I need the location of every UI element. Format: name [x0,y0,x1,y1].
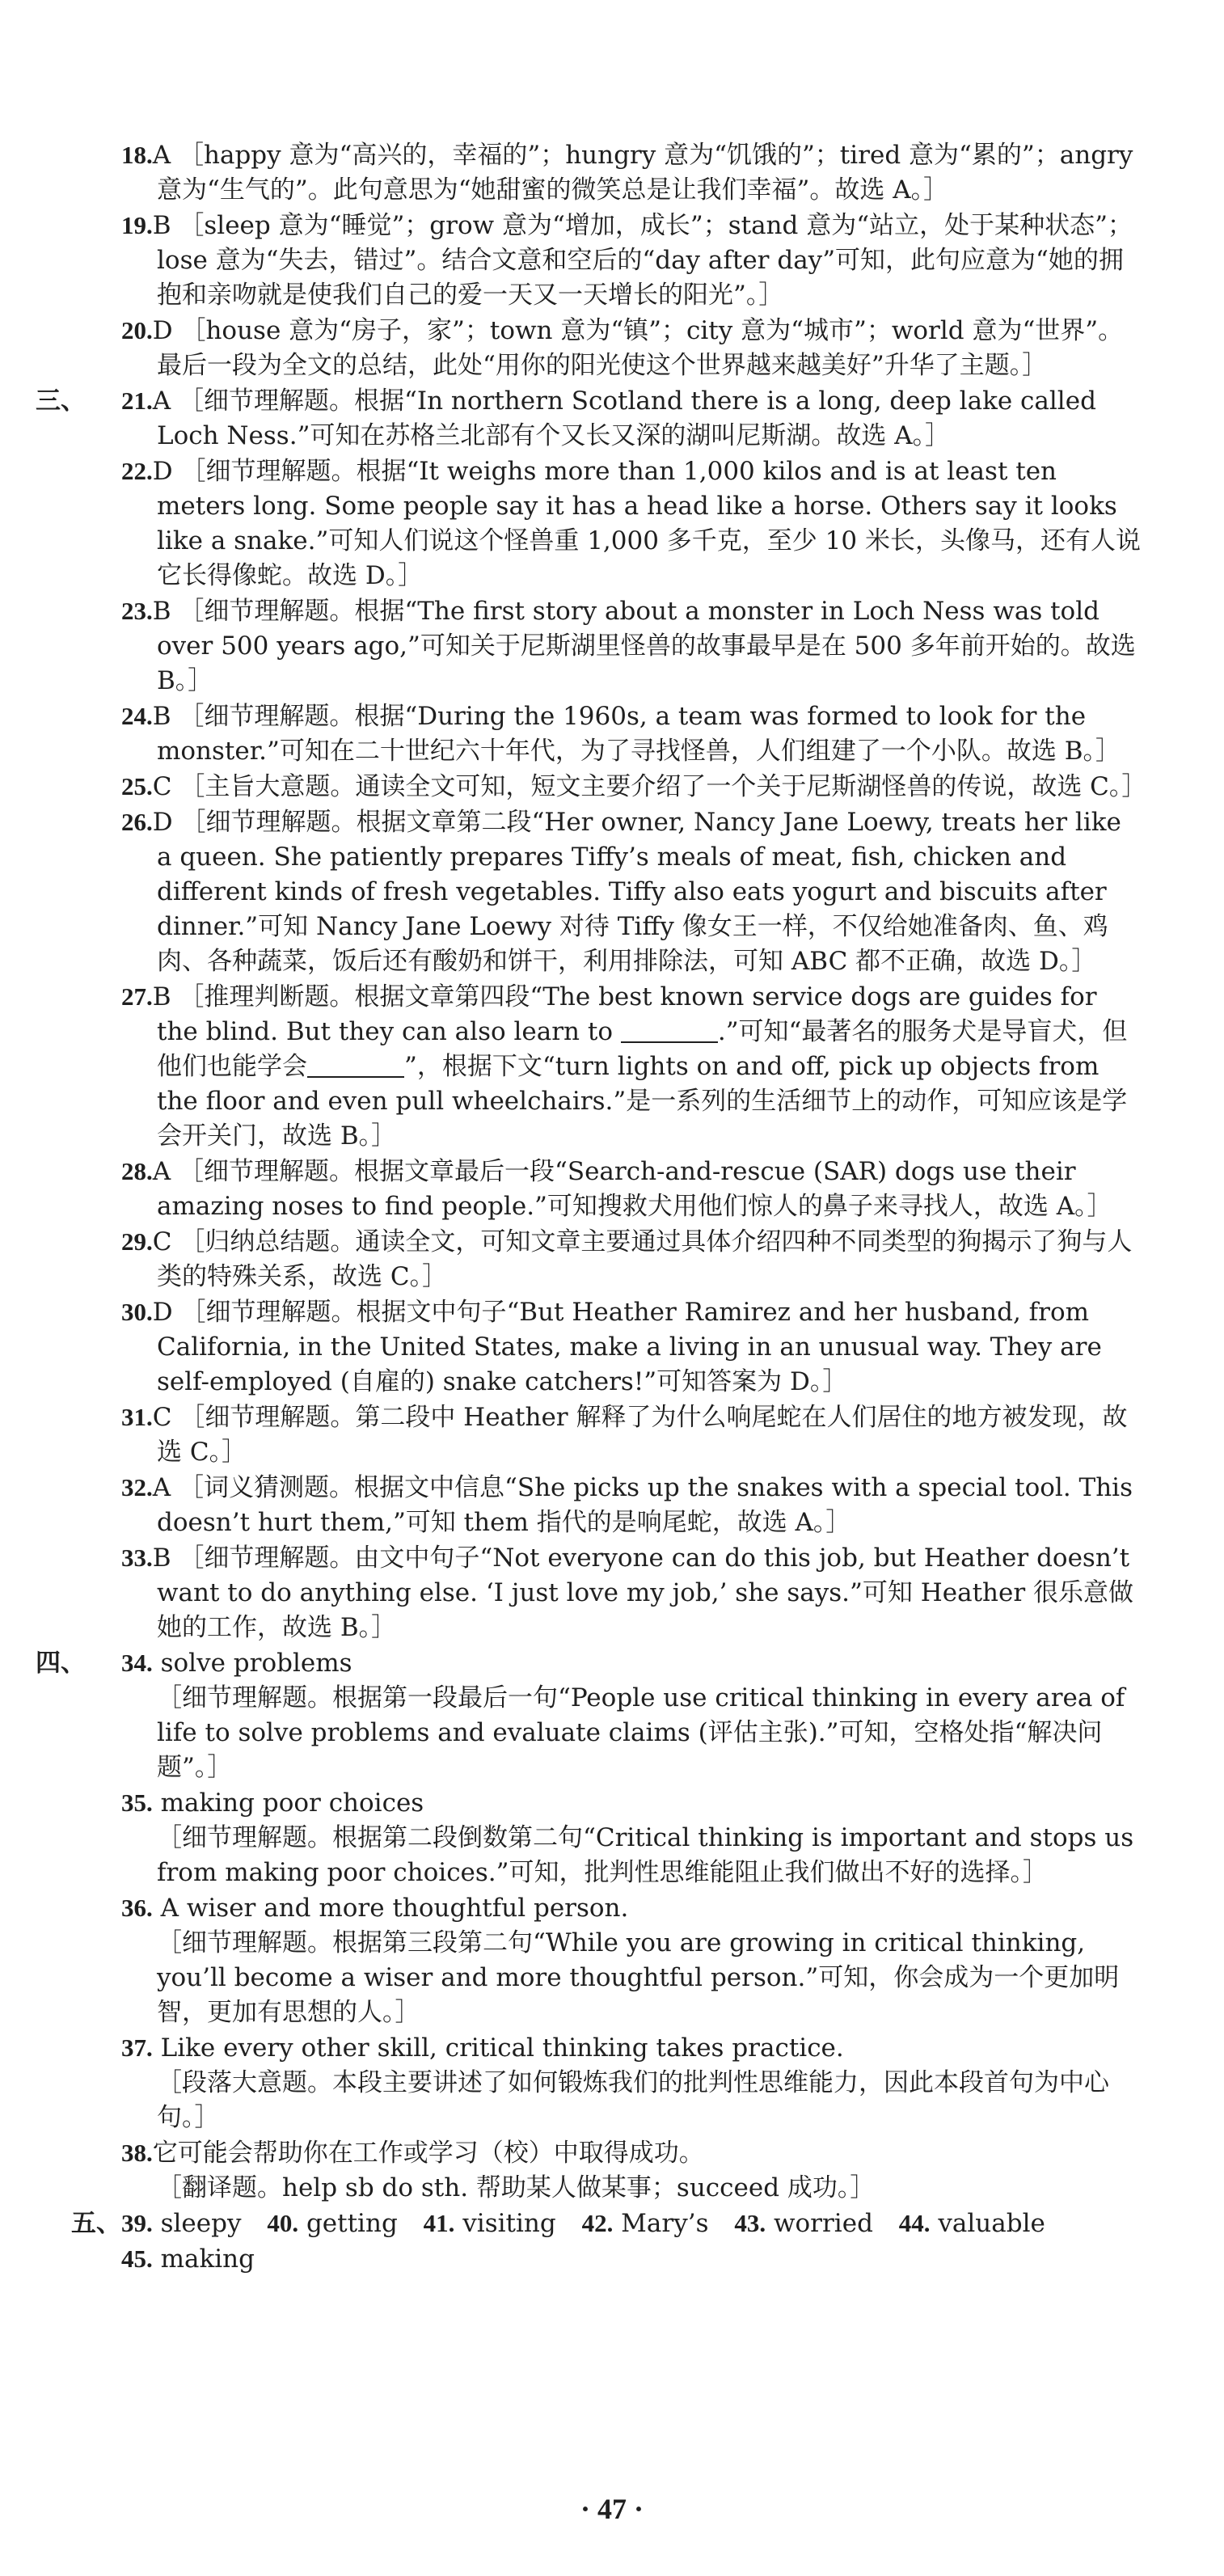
answer-34-note: ［细节理解题。根据第一段最后一句“People use critical thinking in every area of life to solve problems and evaluate claims (评估主张).”可知，空格处指“解决问题”。］ [157,1683,1125,1782]
answer-20: 20.D ［house 意为“房子，家”；town 意为“镇”；city 意为“城市”；world 意为“世界”。最后一段为全文的总结，此处“用你的阳光使这个世界越来越美好”升华了主题。］ [121,316,1124,380]
cloze-43: 43. worried [734,2209,873,2238]
answer-35: 35. making poor choices [121,1788,424,1818]
answer-28: 28.A ［细节理解题。根据文章最后一段“Search-and-rescue (SAR) dogs use their amazing noses to find people.”可知搜救犬用他们惊人的鼻子来寻找人，故选 A。］ [121,1157,1112,1221]
cloze-answers [71,2206,1143,2277]
cloze-39: 39. sleepy [121,2209,242,2238]
answer-37-note: ［段落大意题。本段主要讲述了如何锻炼我们的批判性思维能力，因此本段首句为中心句。］ [157,2068,1109,2132]
answer-31: 31.C ［细节理解题。第二段中 Heather 解释了为什么响尾蛇在人们居住的地方被发现，故选 C。］ [121,1403,1128,1467]
answer-23: 23.B ［细节理解题。根据“The first story about a monster in Loch Ness was told over 500 years ago,”可知关于尼斯湖里怪兽的故事最早是在 500 多年前开始的。故选 B。］ [121,597,1136,695]
page-number: · 47 · [580,2493,644,2525]
answer-26: 26.D ［细节理解题。根据文章第二段“Her owner, Nancy Jane Loewy, treats her like a queen. She patiently prepares Tiffy’s meals of meat, fish, chicken and different kinds of fresh vegetables. Tiffy also eats yogurt and biscuits after dinner.”可知 Nancy Jane Loewy 对待 Tiffy 像女王一样，不仅给她准备肉、鱼、鸡肉、各种蔬菜，饭后还有酸奶和饼干，利用排除法，可知 ABC 都不正确，故选 D。］ [121,808,1121,976]
answer-37: 37. Like every other skill, critical thinking takes practice. [121,2033,844,2063]
answer-36: 36. A wiser and more thoughtful person. [121,1894,629,1923]
cloze-44: 44. valuable [898,2209,1045,2238]
answer-22: 22.D ［细节理解题。根据“It weighs more than 1,000 kilos and is at least ten meters long. Some people say it has a head like a horse. Others say it looks like a snake.”可知人们说这个怪兽重 1,000 多千克，至少 10 米长，头像马，还有人说它长得像蛇。故选 D。］ [121,457,1141,590]
answer-33: 33.B ［细节理解题。由文中句子“Not everyone can do this job, but Heather doesn’t want to do anything else. ‘I just love my job,’ she says.”可知 Heather 很乐意做她的工作，故选 B。］ [121,1543,1134,1642]
answer-21: 三、 21.A ［细节理解题。根据“In northern Scotland there is a long, deep lake called Loch Ness.”可知在苏格兰北部有个又长又深的湖叫尼斯湖。故选 A。］ [121,383,1143,454]
answer-27: 27.B ［推理判断题。根据文章第四段“The best known service dogs are guides for the blind. But they can also learn to .”可知“最著名的服务犬是导盲犬，但他们也能学会 ”，根据下文“turn lights on and off, pick up objects from the floor and even pull wheelchairs.”是一系列的生活细节上的动作，可知应该是学会开关门，故选 B。］ [121,982,1128,1151]
answer-25: 25.C ［主旨大意题。通读全文可知，短文主要介绍了一个关于尼斯湖怪兽的传说，故选 C。］ [121,772,1147,801]
cloze-45: 45. making [121,2244,255,2274]
answer-24: 24.B ［细节理解题。根据“During the 1960s, a team was formed to look for the monster.”可知在二十世纪六十年代，为了寻找怪兽，人们组建了一个小队。故选 B。］ [121,702,1121,766]
answer-36-note: ［细节理解题。根据第三段第二句“While you are growing in critical thinking, you’ll become a wiser and more thoughtful person.”可知，你会成为一个更加明智，更加有思想的人。］ [157,1928,1120,2027]
fill-blank [621,1017,718,1043]
section-marker-4: 四、 [36,1649,86,1677]
answer-34: 四、 34. solve problems [121,1645,1143,1681]
answer-38-note: ［翻译题。help sb do sth. 帮助某人做某事；succeed 成功。］ [157,2173,876,2202]
cloze-42: 42. Mary’s [581,2209,709,2238]
answer-29: 29.C ［归纳总结题。通读全文，可知文章主要通过具体介绍四种不同类型的狗揭示了狗与人类的特殊关系，故选 C。］ [121,1227,1133,1291]
section-marker-3: 三、 [36,386,86,415]
answer-35-note: ［细节理解题。根据第二段倒数第二句“Critical thinking is important and stops us from making poor choices.”可知，批判性思维能阻止我们做出不好的选择。］ [157,1823,1134,1887]
cloze-41: 41. visiting [423,2209,556,2238]
answer-18: 18.A ［happy 意为“高兴的，幸福的”；hungry 意为“饥饿的”；tired 意为“累的”；angry 意为“生气的”。此句意思为“她甜蜜的微笑总是让我们幸福”。故选 A。］ [121,141,1133,205]
cloze-40: 40. getting [267,2209,398,2238]
answer-30: 30.D ［细节理解题。根据文中句子“But Heather Ramirez and her husband, from California, in the United States, make a living in an unusual way. They are self-employed (自雇的) snake catchers!”可知答案为 D。］ [121,1298,1102,1396]
answer-19: 19.B ［sleep 意为“睡觉”；grow 意为“增加，成长”；stand 意为“站立，处于某种状态”；lose 意为“失去，错过”。结合文意和空后的“day after day”可知，此句应意为“她的拥抱和亲吻就是使我们自己的爱一天又一天增长的阳光”。］ [121,211,1133,310]
fill-blank [307,1052,404,1078]
section-marker-5: 五、 [71,2209,121,2237]
answer-38: 38.它可能会帮助你在工作或学习（校）中取得成功。 [121,2139,704,2168]
answer-32: 32.A ［词义猜测题。根据文中信息“She picks up the snakes with a special tool. This doesn’t hurt them,”可知 them 指代的是响尾蛇，故选 A。］ [121,1473,1133,1537]
